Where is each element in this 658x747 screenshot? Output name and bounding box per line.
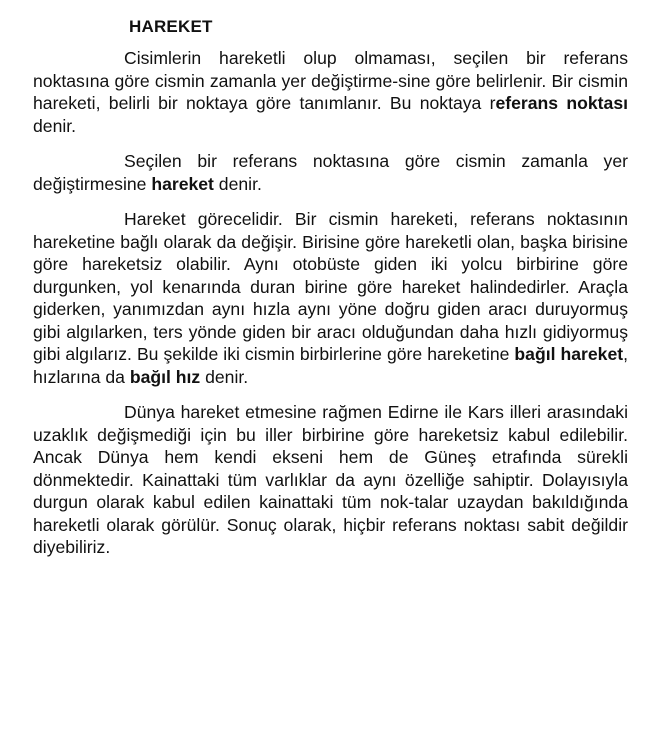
paragraph-3-text: Hareket görecelidir. Bir cismin hareketi, referans noktasının hareketine bağlı olarak da değişir. Birisine göre hareketli olan, başka birisine göre hareketsiz olabilir. Aynı otobüste giden iki yolcu birbirine göre durgunken, yol kenarında duran birine göre hareket halindedirler. Araçla giderken, yanımızdan aynı hızla aynı yöne doğru giden aracı duruyormuş gibi algılarken, ters yönde giden bir aracı olduğundan daha hızlı gidiyormuş gibi algılarız. Bu şekilde iki cismin birbirlerine göre hareketine <box>33 209 628 364</box>
paragraph-3-end: denir. <box>200 366 249 387</box>
paragraph-2-text: Seçilen bir referans noktasına göre cismin zamanla yer değiştirmesine <box>33 151 628 194</box>
paragraph-4-text: Dünya hareket etmesine rağmen Edirne ile Kars illeri arasındaki uzaklık değişmediği için bu iller birbirine göre hareketsiz kabul edilebilir. Ancak Dünya hem kendi ekseni hem de Güneş etrafında sürekli dönmektedir. Kainattaki tüm varlıklar da aynı özelliğe sahiptir. Dolayısıyla durgun olarak kabul edilen kainattaki tüm nok-talar uzaydan bakıldığında hareketli olarak görülür. Sonuç olarak, hiçbir referans noktası sabit değildir diyebiliriz. <box>33 402 628 557</box>
paragraph-1-text: Cisimlerin hareketli olup olmaması, seçilen bir referans noktasına göre cismin zamanla yer değiştirme-sine göre belirlenir. Bir cismin hareketi, belirli bir noktaya göre tanımlanır. Bu noktaya r <box>33 48 628 113</box>
term-bagil-hareket: bağıl hareket <box>514 344 624 364</box>
paragraph-4 <box>33 401 628 559</box>
paragraph-3 <box>33 208 628 388</box>
paragraph-1 <box>33 47 628 137</box>
paragraph-1-end: denir. <box>33 115 77 136</box>
paragraph-3-mid: , hızlarına da <box>33 344 628 387</box>
section-heading: HAREKET <box>129 17 213 36</box>
term-bagil-hiz: bağıl hız <box>129 366 201 387</box>
term-referans-noktasi: eferans noktası <box>495 93 628 113</box>
paragraph-2-end: denir. <box>213 173 262 194</box>
term-hareket: hareket <box>151 173 214 194</box>
paragraph-2 <box>33 150 628 195</box>
